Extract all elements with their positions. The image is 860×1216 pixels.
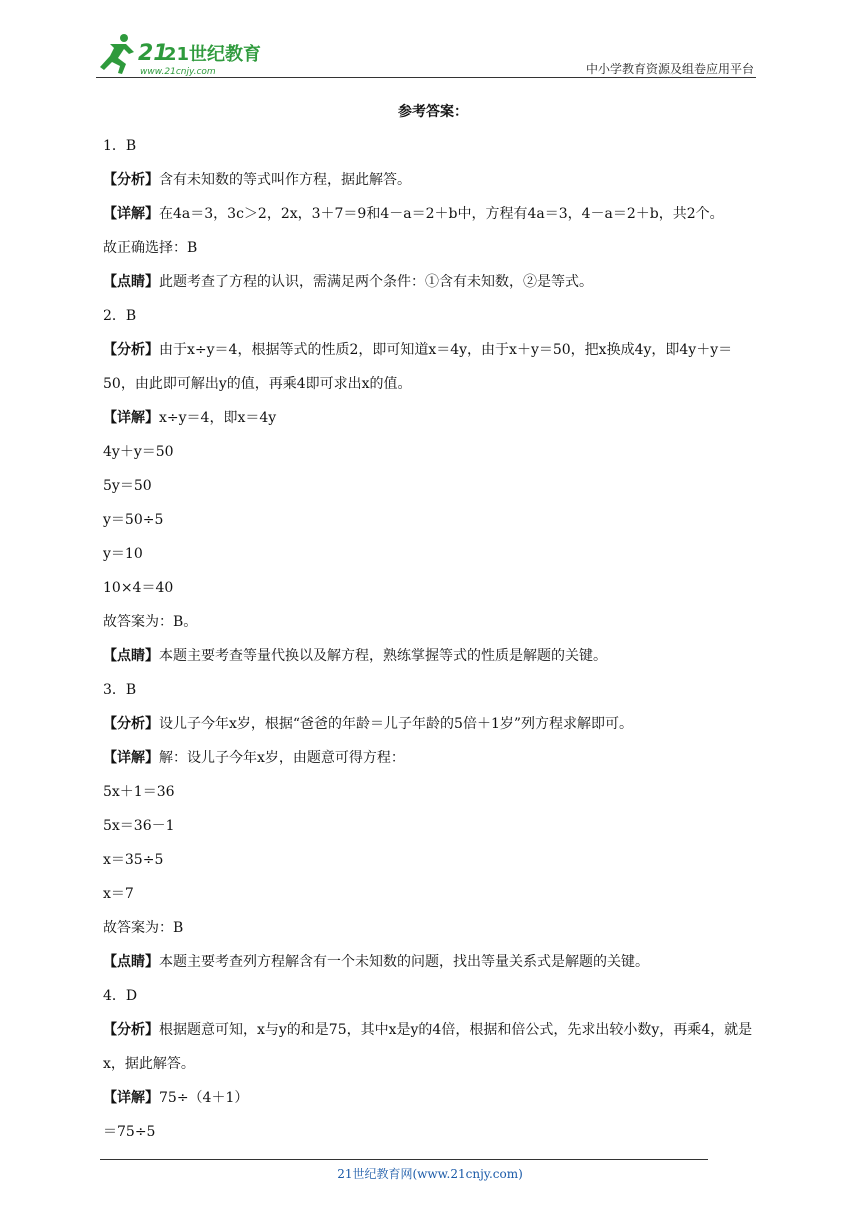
- solution-line: y＝10: [103, 546, 143, 562]
- detail: [103, 741, 763, 775]
- analysis-tag: 【分析】: [103, 172, 159, 188]
- analysis-tag: 【分析】: [103, 716, 159, 732]
- analysis: [103, 163, 763, 197]
- detail-text: 75÷（4＋1）: [159, 1090, 249, 1106]
- runner-icon: [100, 34, 134, 74]
- comment-text: 此题考查了方程的认识，需满足两个条件：①含有未知数，②是等式。: [159, 274, 593, 290]
- solution-line: 5y＝50: [103, 478, 152, 494]
- analysis-text: 由于x÷y＝4，根据等式的性质2，即可知道x＝4y，由于x＋y＝50，把x换成4y，即4y＋y＝50，由此即可解出y的值，再乘4即可求出x的值。: [103, 342, 733, 392]
- analysis: [103, 1013, 763, 1081]
- svg-text:www.21cnjy.com: www.21cnjy.com: [140, 67, 216, 77]
- detail-text: 在4a＝3，3c＞2，2x，3＋7＝9和4－a＝2＋b中，方程有4a＝3，4－a＝2＋b，共2个。: [159, 206, 724, 222]
- comment: [103, 945, 763, 979]
- answer-1: [103, 129, 763, 299]
- analysis: [103, 333, 763, 401]
- analysis-text: 根据题意可知，x与y的和是75，其中x是y的4倍，根据和倍公式，先求出较小数y，再乘4，就是x，据此解答。: [103, 1022, 753, 1072]
- comment: [103, 265, 763, 299]
- analysis-text: 含有未知数的等式叫作方程，据此解答。: [159, 172, 411, 188]
- solution-line: 故答案为：B。: [103, 614, 198, 630]
- comment-tag: 【点睛】: [103, 954, 159, 970]
- page-title: 参考答案：: [398, 104, 468, 120]
- comment-tag: 【点睛】: [103, 274, 159, 290]
- svg-text:21: 21: [138, 41, 169, 66]
- answer-4: [103, 979, 763, 1149]
- platform-name: 中小学教育资源及组卷应用平台: [585, 62, 754, 76]
- detail: [103, 401, 763, 435]
- solution-line: y＝50÷5: [103, 512, 164, 528]
- solution-line: x＝7: [103, 886, 134, 902]
- solution-line: 故正确选择：B: [103, 240, 198, 256]
- solution-line: x＝35÷5: [103, 852, 164, 868]
- answer-number: 4．D: [103, 988, 138, 1004]
- solution-line: 5x＝36－1: [103, 818, 175, 834]
- answer-number: 1．B: [103, 138, 137, 154]
- detail: [103, 197, 763, 231]
- comment: [103, 639, 763, 673]
- analysis-text: 设儿子今年x岁，根据“爸爸的年龄＝儿子年龄的5倍＋1岁”列方程求解即可。: [159, 716, 634, 732]
- solution-line: 10×4＝40: [103, 580, 174, 596]
- detail-tag: 【详解】: [103, 206, 159, 222]
- analysis-tag: 【分析】: [103, 1022, 159, 1038]
- detail-tag: 【详解】: [103, 410, 159, 426]
- page-footer: 21世纪教育网(www.21cnjy.com): [337, 1167, 523, 1181]
- logo-21cnjy: [96, 30, 266, 80]
- answer-number: 2．B: [103, 308, 137, 324]
- solution-line: 4y＋y＝50: [103, 444, 174, 460]
- solution-line: 5x＋1＝36: [103, 784, 175, 800]
- answer-3: [103, 673, 763, 979]
- detail-text: 解：设儿子今年x岁，由题意可得方程：: [159, 750, 405, 766]
- answer-content: [103, 95, 763, 1149]
- header-divider: [96, 77, 756, 78]
- detail-text: x÷y＝4，即x＝4y: [159, 410, 277, 426]
- solution-line: 故答案为：B: [103, 920, 184, 936]
- detail-tag: 【详解】: [103, 750, 159, 766]
- page-header: [96, 30, 756, 82]
- detail-tag: 【详解】: [103, 1090, 159, 1106]
- comment-tag: 【点睛】: [103, 648, 159, 664]
- detail: [103, 1081, 763, 1115]
- solution-line: ＝75÷5: [103, 1124, 156, 1140]
- comment-text: 本题主要考查列方程解含有一个未知数的问题，找出等量关系式是解题的关键。: [159, 954, 649, 970]
- comment-text: 本题主要考查等量代换以及解方程，熟练掌握等式的性质是解题的关键。: [159, 648, 607, 664]
- footer-divider: [100, 1159, 708, 1160]
- analysis: [103, 707, 763, 741]
- answer-number: 3．B: [103, 682, 137, 698]
- svg-text:21世纪教育: 21世纪教育: [164, 44, 262, 65]
- answer-2: [103, 299, 763, 673]
- analysis-tag: 【分析】: [103, 342, 159, 358]
